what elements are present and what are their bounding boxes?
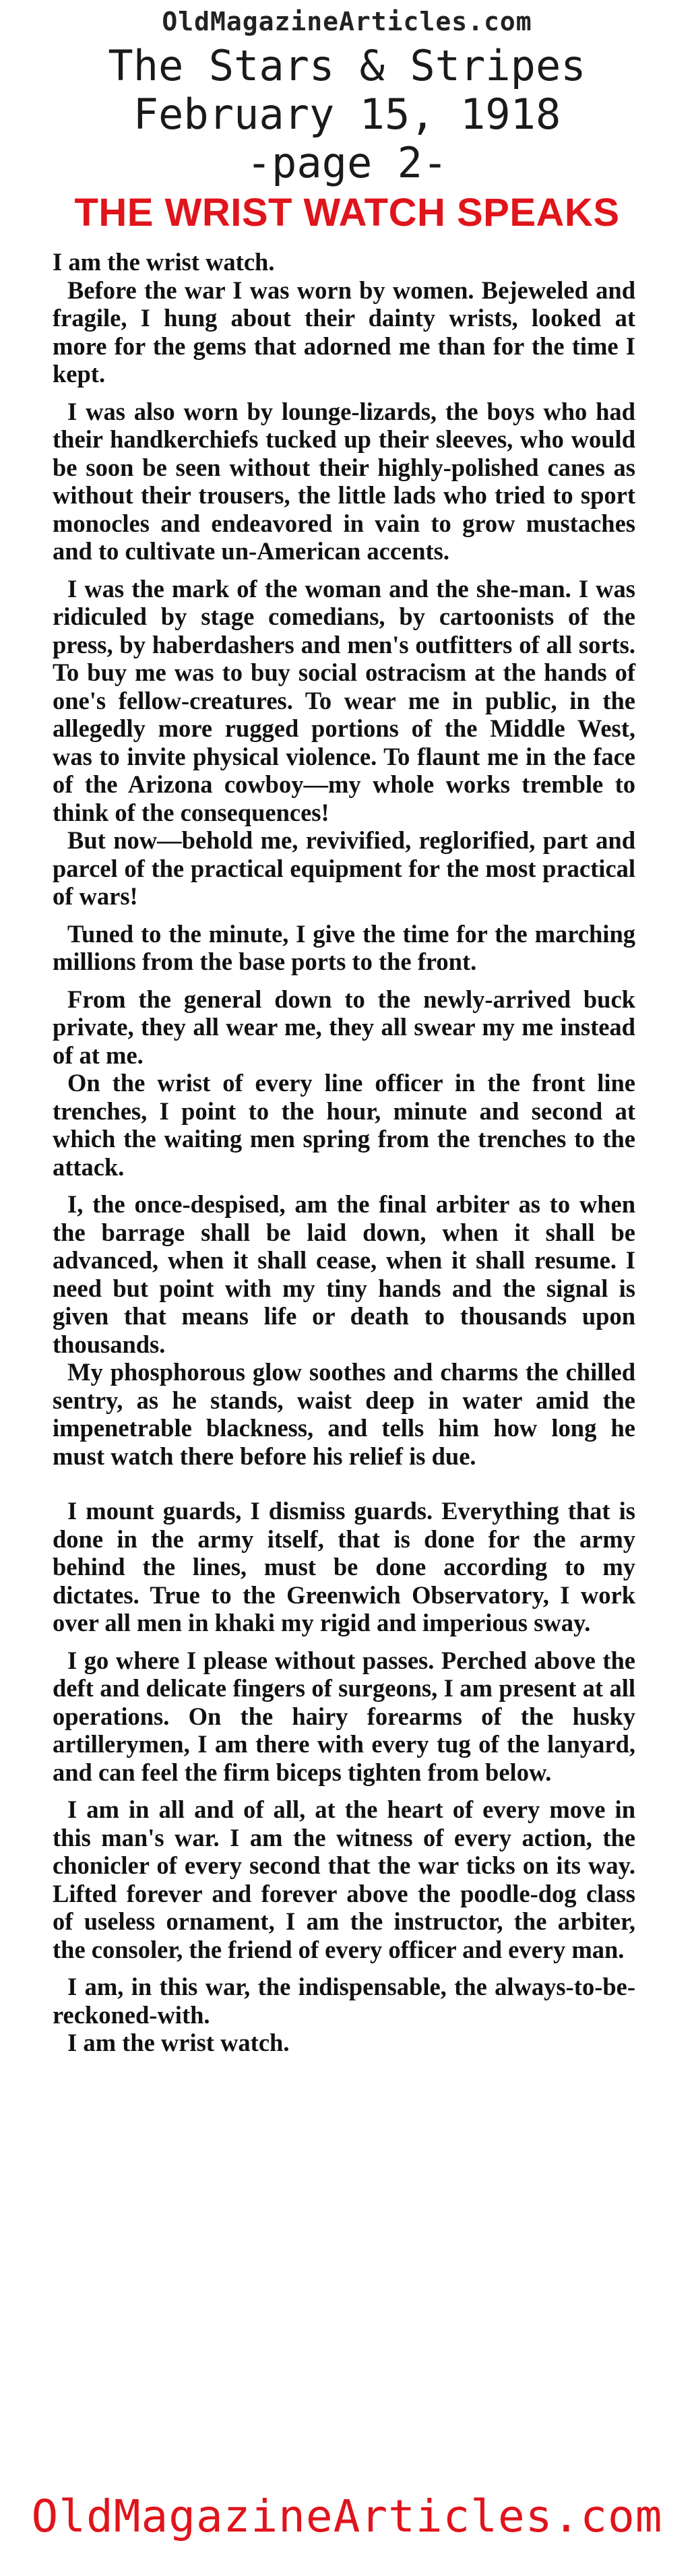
article-paragraph: From the general down to the newly-arrived buck private, they all wear me, they all swear my me instead of at me. (53, 985, 635, 1069)
publication-date: February 15, 1918 (133, 90, 561, 139)
article-body (53, 248, 635, 2057)
article-paragraph: I am in all and of all, at the heart of every move in this man's war. I am the witness of every action, the chonicler of every second that the war ticks on its way. Lifted forever and forever above the poodle-dog class of useless ornament, I am the instructor, the arbiter, the consoler, the friend of every officer and every man. (53, 1796, 635, 1963)
article-paragraph: Tuned to the minute, I give the time for the marching millions from the base ports to the front. (53, 919, 635, 975)
article-paragraph: I am the wrist watch. (67, 2029, 290, 2056)
article-paragraph: I mount guards, I dismiss guards. Everything that is done in the army itself, that is done for the army behind the lines, must be done according to my dictates. True to the Greenwich Observatory, I work over all men in khaki my rigid and imperious sway. (53, 1497, 635, 1636)
article-paragraph: Before the war I was worn by women. Bejeweled and fragile, I hung about their dainty wrists, looked at more for the gems that adorned me than for the time I kept. (53, 276, 635, 388)
article-paragraph: I go where I please without passes. Perched above the deft and delicate fingers of surgeons, I am present at all operations. On the hairy forearms of the husky artillerymen, I am there with every tug of the lanyard, and can feel the firm biceps tighten from below. (53, 1646, 635, 1786)
article-paragraph: On the wrist of every line officer in the front line trenches, I point to the hour, minute and second at which the waiting men spring from the trenches to the attack. (53, 1069, 635, 1181)
article-paragraph: I am, in this war, the indispensable, the always-to-be-reckoned-with. (53, 1973, 635, 2029)
article-paragraph: I was the mark of the woman and the she-man. I was ridiculed by stage comedians, by cartoonists of the press, by haberdashers and men's outfitters of all sorts. To buy me was to buy social ostracism at the hands of one's fellow-creatures. To wear me in public, in the allegedly more rugged portions of the Middle West, was to invite physical violence. To flaunt me in the face of the Arizona cowboy—my whole works tremble to think of the consequences! (53, 574, 635, 826)
article-paragraph: I was also worn by lounge-lizards, the boys who had their handkerchiefs tucked up their sleeves, who would be soon be seen without their highly-polished canes as without their trousers, the little lads who tried to sport monocles and endeavored in vain to grow mustaches and to cultivate un-American accents. (53, 397, 635, 565)
article-headline: THE WRIST WATCH SPEAKS (74, 191, 620, 235)
publication-name: The Stars & Stripes (108, 41, 586, 90)
article-paragraph: I, the once-despised, am the final arbiter as to when the barrage shall be laid down, when it shall be advanced, when it shall cease, when it shall resume. I need but point with my tiny hands and the signal is given that means life or death to thousands upon thousands. (53, 1190, 635, 1358)
article-paragraph: My phosphorous glow soothes and charms the chilled sentry, as he stands, waist deep in water amid the impenetrable blackness, and tells him how long he must watch there before his relief is due. (53, 1358, 635, 1470)
site-header: OldMagazineArticles.com (162, 7, 532, 36)
footer-site-name: OldMagazineArticles.com (31, 2490, 663, 2542)
article-paragraph: I am the wrist watch. (53, 248, 275, 276)
article-paragraph: But now—behold me, revivified, reglorified, part and parcel of the practical equipment for the most practical of wars! (53, 826, 635, 910)
page-number: -page 2- (246, 138, 448, 187)
